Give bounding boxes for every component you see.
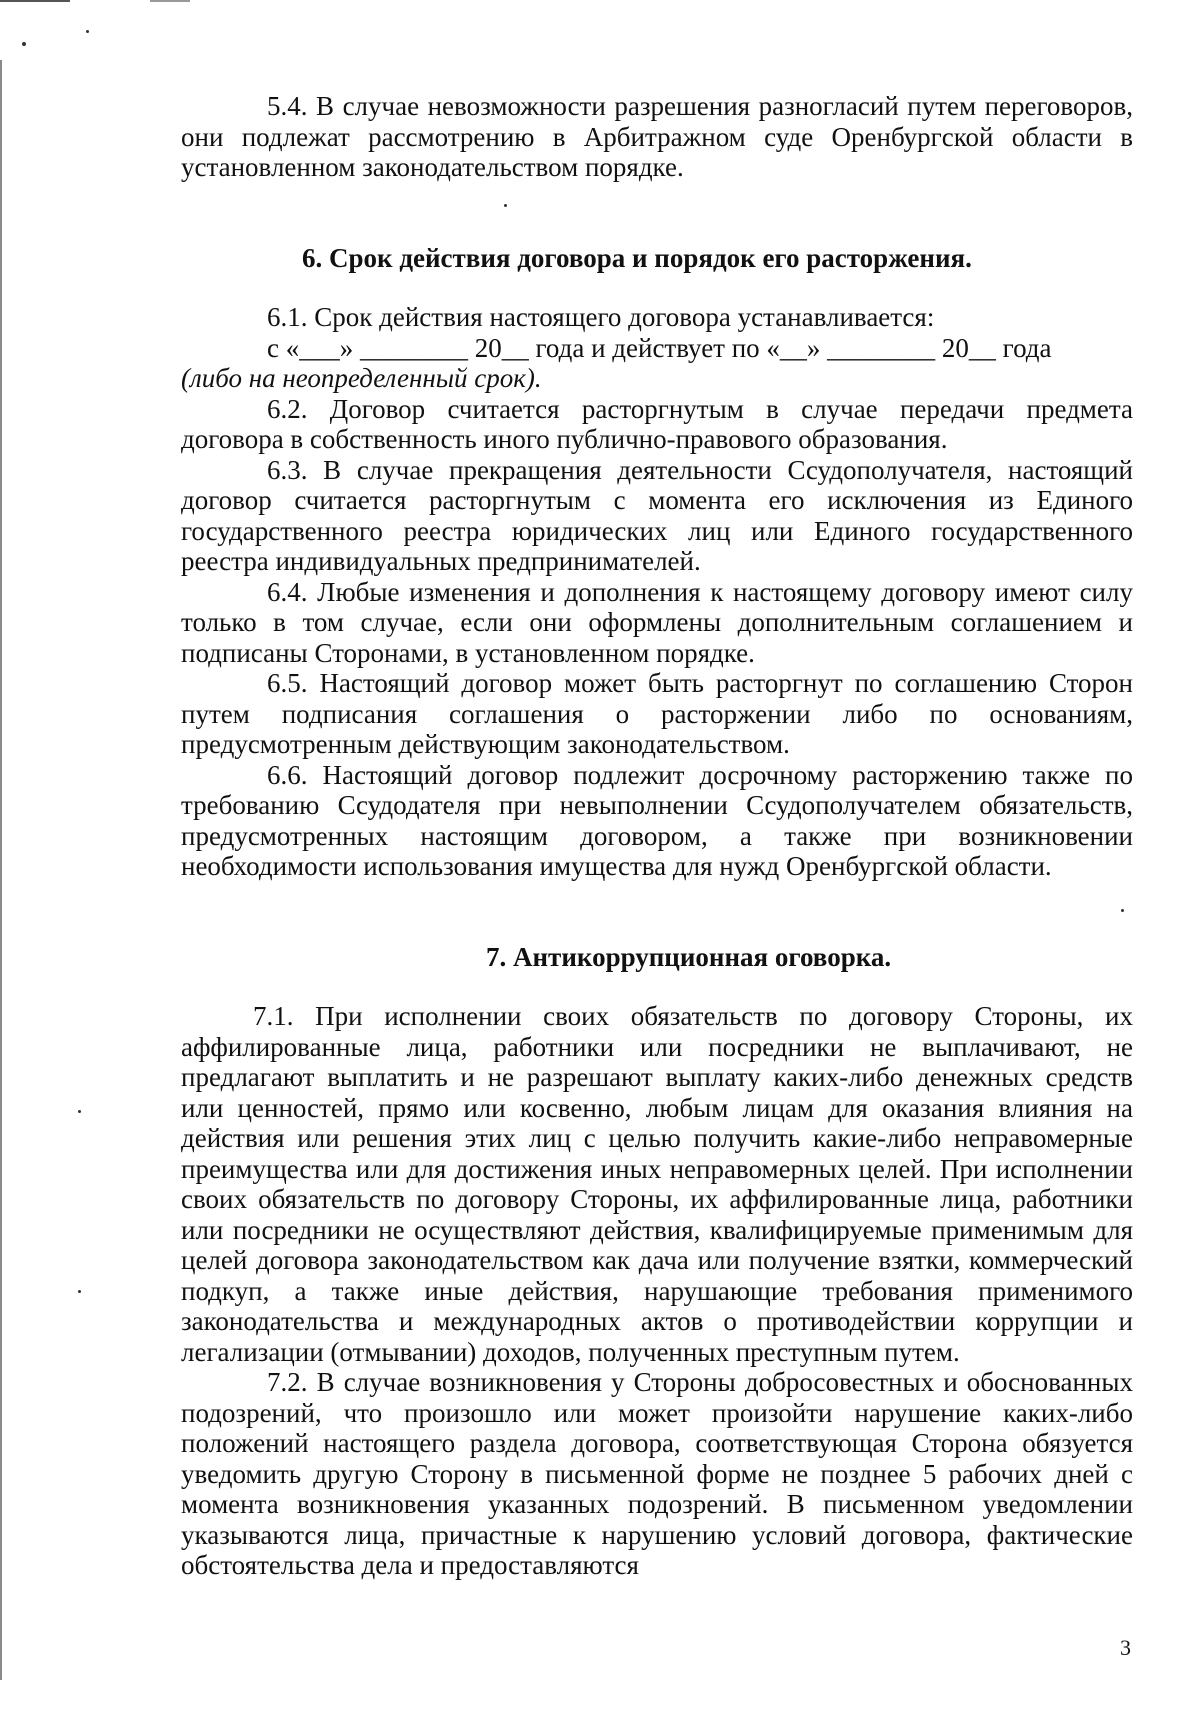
section-6-heading: 6. Срок действия договора и порядок его расторжения. (302, 243, 972, 273)
clause-7-2: 7.2. В случае возникновения у Стороны добросовестных и обоснованных подозрений, что произошло или может произойти нарушение каких-либо положений настоящего раздела договора, соответствующая Сторона обязуется уведомить другую Сторону в письменной форме не позднее 5 рабочих дней с момента возникновения указанных подозрений. В письменном уведомлении указываются лица, причастные к нарушению условий договора, фактические обстоятельства дела и предоставляются (181, 1367, 1133, 1580)
section-7-body (181, 1001, 1133, 1581)
scan-dot (78, 1110, 81, 1113)
clause-5-4: 5.4. В случае невозможности разрешения разногласий путем переговоров, они подлежат рассмотрению в Арбитражном суде Оренбургской области в установленном законодательством порядке. (181, 91, 1133, 182)
clause-7-1: 7.1. При исполнении своих обязательств по договору Стороны, их аффилированные лица, работники или посредники не выплачивают, не предлагают выплатить и не разрешают выплату каких-либо денежных средств или ценностей, прямо или косвенно, любым лицам для оказания влияния на действия или решения этих лиц с целью получить какие-либо неправомерные преимущества или для достижения иных неправомерных целей. При исполнении своих обязательств по договору Стороны, их аффилированные лица, работники или посредники не осуществляют действия, квалифицируемые применимым для целей договора законодательством как дача или получение взятки, коммерческий подкуп, а также иные действия, нарушающие требования применимого законодательства и международных актов о противодействии коррупции и легализации (отмывании) доходов, полученных преступным путем. (181, 1001, 1133, 1367)
scan-dot (504, 204, 507, 207)
clause-5-4-block (181, 91, 1133, 183)
clause-6-4: 6.4. Любые изменения и дополнения к настоящему договору имеют силу только в том случае, если они оформлены дополнительным соглашением и подписаны Сторонами, в установленном порядке. (181, 576, 1133, 668)
scan-dot (86, 30, 89, 33)
section-6-body (181, 302, 1133, 882)
clause-6-6: 6.6. Настоящий договор подлежит досрочному расторжению также по требованию Ссудодателя при невыполнении Ссудополучателем обязательств, предусмотренных настоящим договором, а также при возникновении необходимости использования имущества для нужд Оренбургской области. (181, 759, 1133, 881)
page-number: 3 (1120, 1635, 1131, 1660)
scan-left-edge (0, 60, 2, 1680)
clause-6-1-note: (либо на неопределенный срок). (181, 363, 542, 393)
clause-6-5: 6.5. Настоящий договор может быть расторгнут по соглашению Сторон путем подписания соглашения о расторжении либо по основаниям, предусмотренным действующим законодательством. (181, 668, 1133, 759)
clause-6-1-dates: с «___» ________ 20__ года и действует по «__» ________ 20__ года (267, 332, 1052, 363)
scan-dot (22, 42, 26, 46)
clause-6-2: 6.2. Договор считается расторгнутым в случае передачи предмета договора в собственность иного публично-правового образования. (181, 393, 1133, 454)
scan-top-rule (0, 0, 70, 2)
scan-dot (1121, 909, 1124, 912)
section-7-heading: 7. Антикоррупционная оговорка. (486, 942, 892, 972)
scan-dot (78, 1290, 81, 1293)
scan-top-rule (150, 0, 190, 2)
clause-6-1: 6.1. Срок действия настоящего договора устанавливается: (267, 302, 935, 332)
clause-6-3: 6.3. В случае прекращения деятельности Ссудополучателя, настоящий договор считается расторгнутым с момента его исключения из Единого государственного реестра юридических лиц или Единого государственного реестра индивидуальных предпринимателей. (181, 454, 1133, 576)
